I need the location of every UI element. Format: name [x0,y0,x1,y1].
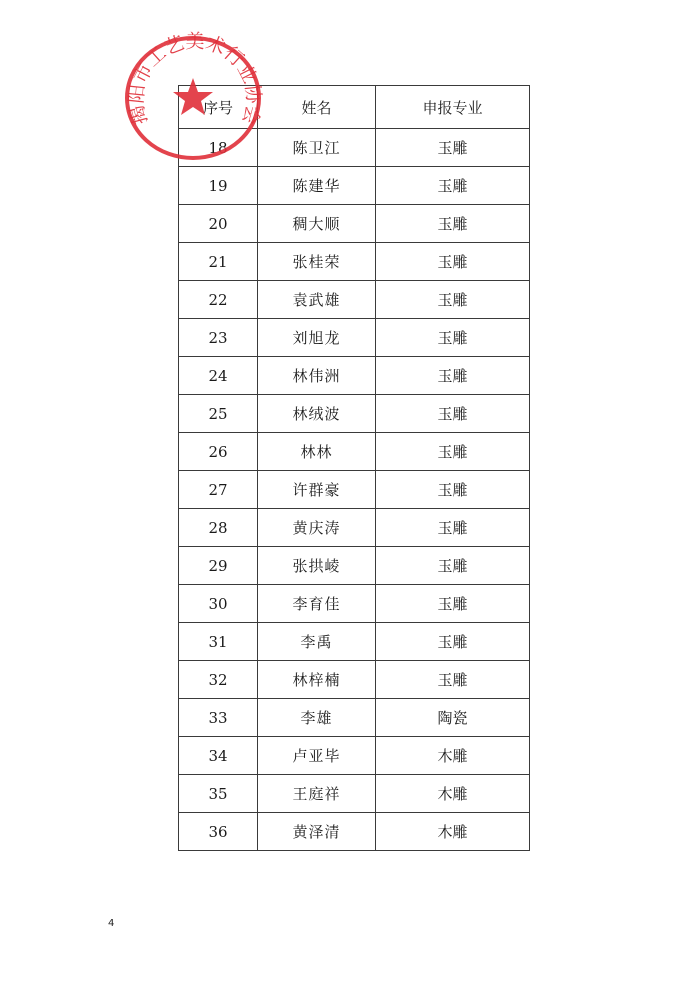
row-name: 王庭祥 [258,775,376,813]
table-row [179,243,530,281]
table-row [179,623,530,661]
row-index: 33 [179,699,258,737]
row-name: 稠大顺 [258,205,376,243]
row-index: 27 [179,471,258,509]
header-specialty: 申报专业 [376,86,530,129]
table-row [179,357,530,395]
table-row [179,737,530,775]
table-row [179,775,530,813]
star-icon [173,78,213,115]
row-specialty: 玉雕 [376,623,530,661]
row-name: 许群豪 [258,471,376,509]
row-index: 32 [179,661,258,699]
row-specialty: 陶瓷 [376,699,530,737]
row-name: 张拱崚 [258,547,376,585]
row-index: 24 [179,357,258,395]
row-name: 林梓楠 [258,661,376,699]
row-index: 22 [179,281,258,319]
header-name: 姓名 [258,86,376,129]
row-index: 31 [179,623,258,661]
row-specialty: 玉雕 [376,167,530,205]
page-number: 4 [108,918,115,929]
table-row [179,813,530,851]
roster-table [178,85,530,851]
table-row [179,585,530,623]
row-specialty: 玉雕 [376,433,530,471]
row-index: 21 [179,243,258,281]
table-row [179,471,530,509]
row-index: 28 [179,509,258,547]
row-name: 李雄 [258,699,376,737]
header-index: 序号 [179,86,258,129]
row-specialty: 玉雕 [376,243,530,281]
row-specialty: 木雕 [376,775,530,813]
table-row [179,547,530,585]
row-specialty: 木雕 [376,737,530,775]
row-specialty: 玉雕 [376,509,530,547]
row-index: 18 [179,129,258,167]
table-row [179,433,530,471]
table-body [179,129,530,851]
row-specialty: 木雕 [376,813,530,851]
row-name: 李育佳 [258,585,376,623]
row-specialty: 玉雕 [376,129,530,167]
row-index: 35 [179,775,258,813]
row-index: 26 [179,433,258,471]
row-specialty: 玉雕 [376,395,530,433]
row-index: 34 [179,737,258,775]
table-row [179,395,530,433]
row-index: 20 [179,205,258,243]
row-name: 李禹 [258,623,376,661]
table-row [179,205,530,243]
row-name: 陈建华 [258,167,376,205]
row-specialty: 玉雕 [376,661,530,699]
table-row [179,281,530,319]
row-specialty: 玉雕 [376,205,530,243]
row-name: 陈卫江 [258,129,376,167]
row-specialty: 玉雕 [376,547,530,585]
row-index: 29 [179,547,258,585]
row-name: 黄庆涛 [258,509,376,547]
row-name: 林伟洲 [258,357,376,395]
row-name: 袁武雄 [258,281,376,319]
row-specialty: 玉雕 [376,281,530,319]
row-name: 林绒波 [258,395,376,433]
row-specialty: 玉雕 [376,319,530,357]
row-specialty: 玉雕 [376,585,530,623]
table-row [179,699,530,737]
table-row [179,167,530,205]
row-specialty: 玉雕 [376,471,530,509]
row-index: 25 [179,395,258,433]
row-name: 林林 [258,433,376,471]
table-row [179,661,530,699]
row-name: 刘旭龙 [258,319,376,357]
row-index: 30 [179,585,258,623]
seal-text: 揭阳市工艺美术行业协会 [125,30,265,127]
association-seal [120,30,266,160]
row-index: 23 [179,319,258,357]
row-index: 36 [179,813,258,851]
row-name: 张桂荣 [258,243,376,281]
row-specialty: 玉雕 [376,357,530,395]
row-name: 黄泽清 [258,813,376,851]
table-row [179,319,530,357]
table-row [179,509,530,547]
row-index: 19 [179,167,258,205]
row-name: 卢亚毕 [258,737,376,775]
